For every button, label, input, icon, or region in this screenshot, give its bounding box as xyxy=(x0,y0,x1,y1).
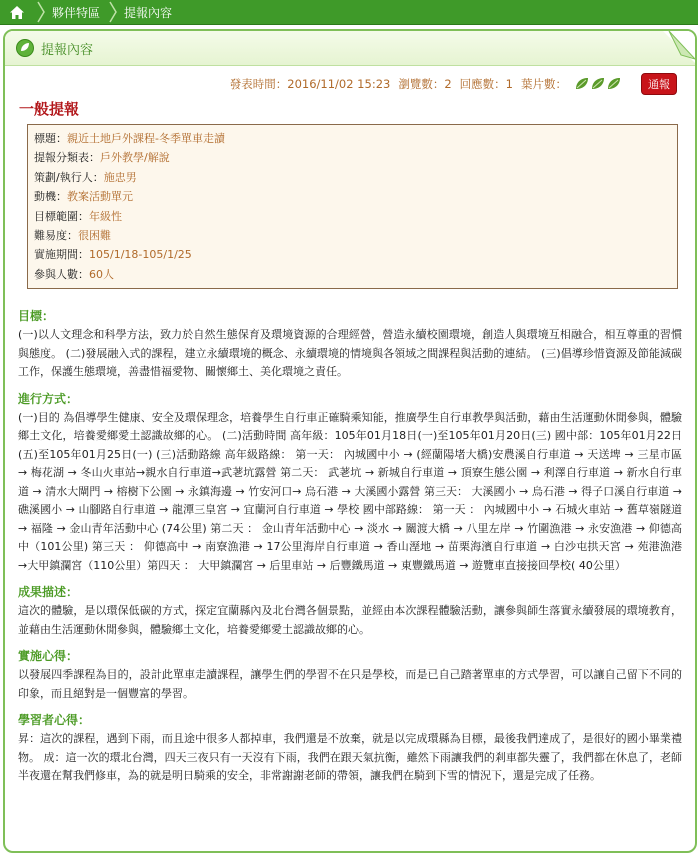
info-row-scope: 目標範圍：年級性 xyxy=(34,209,122,223)
report-content xyxy=(18,303,682,794)
report-panel xyxy=(3,29,697,853)
page-curl-icon xyxy=(661,29,697,69)
breadcrumb-item-report: 提報內容 xyxy=(124,5,173,20)
info-row-period: 實施期間：105/1/18-105/1/25 xyxy=(34,248,192,262)
chevron-right-icon xyxy=(34,0,48,24)
leaf-icon xyxy=(591,77,605,91)
method-heading: 進行方式： xyxy=(18,391,79,406)
reflection-heading: 實施心得： xyxy=(18,649,79,663)
info-row-participants: 參與人數：60人 xyxy=(34,267,114,281)
reply-count: 回應數：1 xyxy=(459,77,513,91)
section-title: 一般提報 xyxy=(19,100,80,118)
info-row-motive: 動機：教案活動單元 xyxy=(34,190,133,204)
learner-text: 昇：這次的課程，遇到下雨，而且途中很多人都掉車，我們還是不放棄，就是以完成環縣為目標，最後我們達成了，是很好的國小畢業禮物。 成：這一次的環北台灣，四天三夜只有一天沒有下雨，我們在跟天氣抗衡，雖然下雨讓我們的剎車都失靈了，我們都在休息了，老師半夜還在幫我們修車，為的就是明日騎乘的安全，非常謝謝老師的帶領，讓我們在騎到下雪的情況下，還是完成了任務。 xyxy=(18,732,682,782)
view-count: 瀏覽數：2 xyxy=(398,77,452,91)
goal-heading: 目標： xyxy=(18,309,55,323)
info-row-category: 提報分類表：戶外教學/解說 xyxy=(34,151,170,165)
leaf-icon xyxy=(607,77,621,91)
learner-heading: 學習者心得： xyxy=(18,713,91,727)
breadcrumb xyxy=(0,0,698,25)
info-row-difficulty: 難易度：很困難 xyxy=(34,228,111,242)
home-icon[interactable] xyxy=(0,0,34,24)
result-text: 這次的體驗，是以環保低碳的方式，探定宜蘭縣內及北台灣各個景點，並經由本次課程體驗活動，讓參與師生落實永續發展的環境教育，並藉由生活運動休閒參與，體驗鄉土文化，培養愛鄉愛土認識故鄉的心。 xyxy=(18,604,682,636)
info-box xyxy=(27,124,678,289)
leaf-rating xyxy=(573,77,621,91)
breadcrumb-item-partner[interactable]: 夥伴特區 xyxy=(52,5,101,20)
method-text: (一)目的 為倡導學生健康、安全及環保理念，培養學生自行車正確騎乘知能，推廣學生自行車教學與活動，藉由生活運動休閒參與，體驗鄉土文化，培養愛鄉愛土認識故鄉的心。 (二)活動時間 高年級：105年01月18日(一)至105年01月20日(三) 國中部：105年01月22日(五)至105年01月25日(一) (三)活動路線 高年級路線： 第一天： 內城國中小 → (經蘭陽堵大橋)安農溪自行車道 → 天送埤 → 三星市區 → 梅花湖 → 冬山火車站→親水自行車道→武荖坑露營 第二天： 武荖坑 → 新城自行車道 → 頂寮生態公園 → 利澤自行車道 → 新水自行車道 → 清水大閘門 → 榕樹下公園 → 永鎮海邊 → 竹安河口→ 烏石港 → 大溪國小露營 第三天： 大溪國小 → 烏石港 → 得子口溪自行車道 → 礁溪國小 → 山腳路自行車道 → 龍潭三皇宮 → 宜蘭河自行車道 → 學校 國中部路線： 第一天 ： 內城國中小 → 石城火車站 → 舊草嶺隧道 → 福隆 → 金山青年活動中心 (74公里) 第二天 ： 金山青年活動中心 → 淡水 → 關渡大橋 → 八里左岸 → 竹圍漁港 → 永安漁港 → 仰德高中（101公里) 第三天 ： 仰德高中 → 南寮漁港 → 17公里海岸自行車道 → 香山溼地 → 苗栗海濱自行車道 → 白沙屯拱天宮 → 苑港漁港 →大甲鎮瀾宮（110公里）第四天 ： 大甲鎮瀾宮 → 后里車站 → 后豐鐵馬道 → 東豐鐵馬道 → 遊覽車直接接回學校( 40公里） xyxy=(18,410,682,572)
panel-title: 提報內容 xyxy=(41,42,94,58)
leaf-icon xyxy=(575,77,589,91)
info-row-planner: 策劃/執行人：施忠男 xyxy=(34,170,137,184)
chevron-right-icon xyxy=(106,0,120,24)
reflection-text: 以發展四季課程為目的，設計此單車走讀課程，讓學生們的學習不在只是學校，而是已自己踏著單車的方式學習，可以讓自己留下不同的印象，而且絕對是一個豐富的學習。 xyxy=(18,668,682,700)
post-time: 發表時間：2016/11/02 15:23 xyxy=(229,77,391,91)
report-button[interactable]: 通報 xyxy=(641,73,677,95)
info-row-title: 標題：親近土地戶外課程-冬季單車走讀 xyxy=(34,132,225,145)
leaf-badge-icon xyxy=(15,38,35,58)
goal-text: (一)以人文理念和科學方法，致力於自然生態保育及環境資源的合理經營，營造永續校園環境，創造人與環境互相融合，相互尊重的習慣與態度。 (二)發展融入式的課程，建立永續環境的概念、永續環境的情境與各領域之間課程與活動的連結。 (三)倡導珍惜資源及節能減碳工作，保護生態環境，善盡惜福愛物、關懷鄉土、美化環境之責任。 xyxy=(18,328,682,378)
leaf-count-label: 葉片數： xyxy=(521,77,567,91)
post-meta xyxy=(222,73,677,95)
panel-header xyxy=(5,31,695,66)
result-heading: 成果描述： xyxy=(18,585,79,599)
